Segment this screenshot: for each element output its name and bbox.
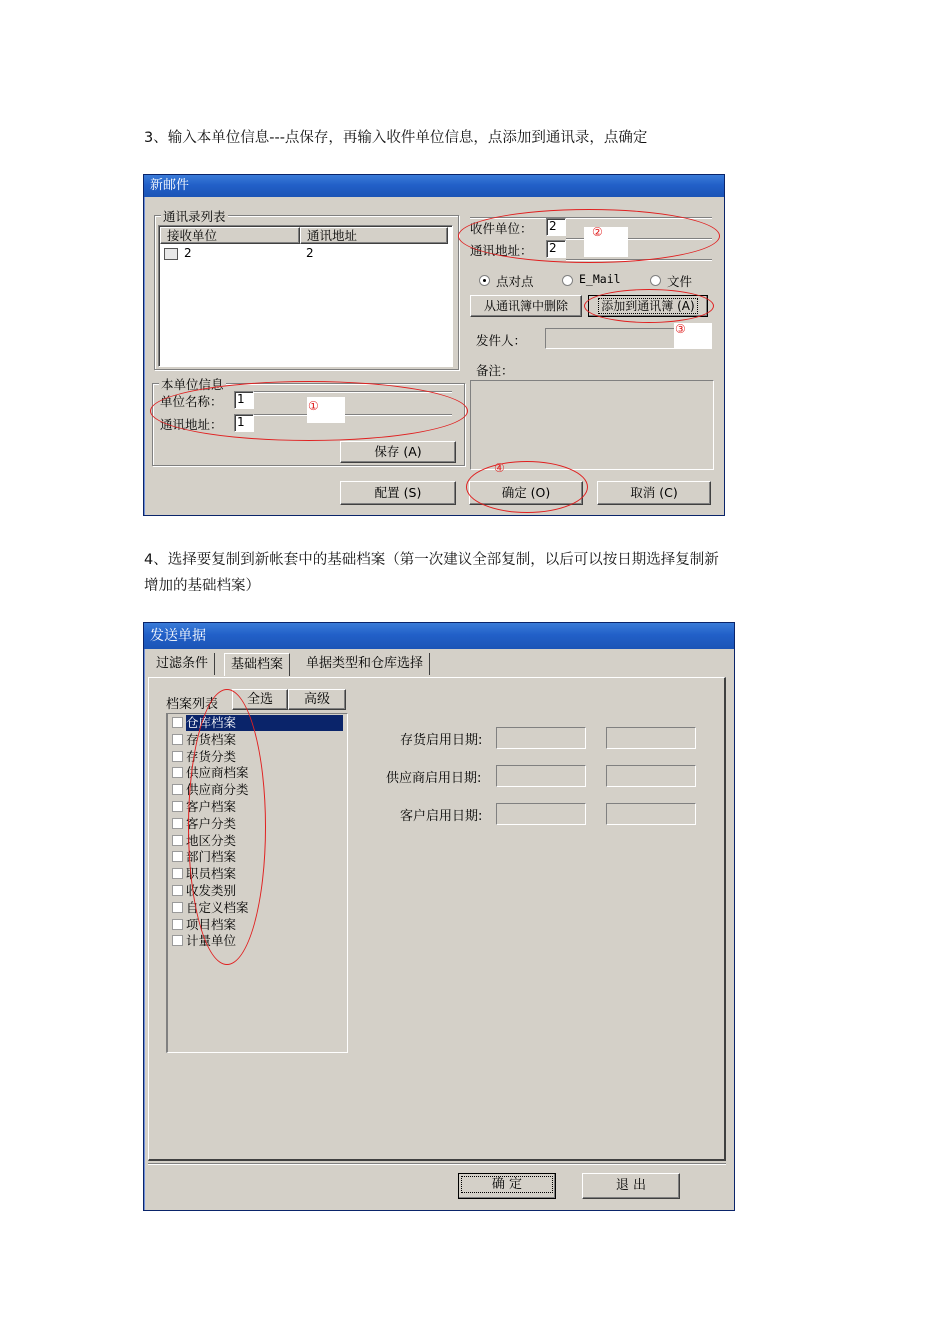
recipient-address-label: 通讯地址： bbox=[470, 243, 533, 258]
radio-email[interactable] bbox=[562, 275, 573, 286]
list-item[interactable] bbox=[172, 816, 346, 833]
list-item[interactable] bbox=[172, 900, 346, 917]
save-button[interactable]: 保存 (A) bbox=[340, 441, 456, 463]
list-item-label: 自定义档案 bbox=[186, 899, 249, 915]
checkbox[interactable] bbox=[172, 885, 183, 896]
step3-instruction: 3、输入本单位信息---点保存，再输入收件单位信息，点添加到通讯录，点确定 bbox=[144, 130, 648, 146]
unit-name-value: 1 bbox=[237, 392, 245, 406]
list-item-label: 职员档案 bbox=[186, 866, 237, 882]
radio-p2p[interactable] bbox=[479, 275, 490, 286]
list-item-label: 仓库档案 bbox=[186, 715, 343, 731]
customer-date-to[interactable] bbox=[606, 803, 696, 825]
list-item-label: 计量单位 bbox=[186, 933, 237, 949]
column-header-address[interactable]: 通讯地址 bbox=[300, 227, 448, 244]
archive-list[interactable] bbox=[166, 713, 348, 1053]
exit-button[interactable]: 退 出 bbox=[582, 1173, 680, 1199]
step4-instruction-line1: 4、选择要复制到新帐套中的基础档案（第一次建议全部复制，以后可以按日期选择复制新 bbox=[144, 552, 719, 568]
tab-doc-type-warehouse[interactable]: 单据类型和仓库选择 bbox=[300, 653, 430, 675]
inventory-date-label: 存货启用日期: bbox=[400, 733, 483, 748]
remark-label: 备注： bbox=[476, 363, 514, 378]
list-item-label: 地区分类 bbox=[186, 832, 237, 848]
separator bbox=[254, 391, 452, 393]
checkbox[interactable] bbox=[172, 919, 183, 930]
separator bbox=[566, 259, 712, 261]
checkbox[interactable] bbox=[172, 751, 183, 762]
radio-p2p-label: 点对点 bbox=[496, 274, 534, 289]
row-address: 2 bbox=[306, 246, 314, 260]
address-book-list[interactable] bbox=[158, 225, 453, 367]
own-unit-group-title: 本单位信息 bbox=[161, 377, 224, 392]
ok-button[interactable]: 确定 (O) bbox=[469, 481, 583, 505]
row-recipient: 2 bbox=[184, 246, 192, 260]
ok-button[interactable] bbox=[458, 1173, 556, 1199]
annotation-number-2: ② bbox=[592, 225, 603, 239]
list-item-label: 客户档案 bbox=[186, 799, 237, 814]
checkbox[interactable] bbox=[172, 818, 183, 829]
send-documents-dialog bbox=[143, 622, 735, 1211]
list-item-label: 存货分类 bbox=[186, 748, 237, 764]
list-item-label: 供应商分类 bbox=[186, 782, 249, 798]
add-to-book-label: 添加到通讯簿 (A) bbox=[601, 299, 695, 313]
list-item[interactable] bbox=[172, 833, 346, 850]
column-header-recipient[interactable]: 接收单位 bbox=[160, 227, 300, 244]
new-mail-dialog bbox=[143, 174, 725, 516]
checkbox[interactable] bbox=[172, 784, 183, 795]
radio-file[interactable] bbox=[650, 275, 661, 286]
advanced-button[interactable]: 高级 bbox=[288, 689, 346, 710]
checkbox[interactable] bbox=[172, 801, 183, 812]
unit-name-label: 单位名称： bbox=[160, 394, 223, 409]
list-item-label: 部门档案 bbox=[186, 849, 237, 865]
supplier-date-label: 供应商启用日期: bbox=[386, 771, 482, 786]
select-all-button[interactable]: 全选 bbox=[232, 689, 288, 710]
unit-address-input[interactable] bbox=[234, 414, 254, 432]
recipient-unit-value: 2 bbox=[549, 219, 557, 233]
tab-bar bbox=[150, 653, 450, 677]
recipient-address-input[interactable] bbox=[546, 240, 566, 258]
cancel-button[interactable]: 取消 (C) bbox=[597, 481, 711, 505]
checkbox[interactable] bbox=[172, 868, 183, 879]
dialog-title: 新邮件 bbox=[144, 175, 724, 197]
checkbox[interactable] bbox=[172, 835, 183, 846]
remark-textarea[interactable] bbox=[470, 380, 714, 470]
annotation-number-4: ④ bbox=[494, 461, 505, 475]
list-item[interactable] bbox=[172, 765, 346, 782]
inventory-date-to[interactable] bbox=[606, 727, 696, 749]
list-item[interactable] bbox=[172, 782, 346, 799]
list-item-label: 项目档案 bbox=[186, 916, 237, 932]
list-item[interactable] bbox=[172, 732, 346, 749]
list-item[interactable] bbox=[172, 849, 346, 866]
step4-instruction-line2: 增加的基础档案） bbox=[144, 578, 260, 594]
dialog-title: 发送单据 bbox=[144, 623, 734, 649]
inventory-date-from[interactable] bbox=[496, 727, 586, 749]
recipient-address-value: 2 bbox=[549, 241, 557, 255]
checkbox[interactable] bbox=[172, 767, 183, 778]
recipient-unit-label: 收件单位： bbox=[470, 221, 533, 236]
ok-button-label: 确 定 bbox=[462, 1177, 552, 1192]
separator bbox=[254, 414, 452, 416]
radio-file-label: 文件 bbox=[667, 274, 693, 289]
address-book-group-title: 通讯录列表 bbox=[163, 209, 226, 224]
checkbox[interactable] bbox=[172, 935, 183, 946]
list-item[interactable] bbox=[172, 933, 346, 950]
archive-list-label: 档案列表 bbox=[166, 697, 219, 712]
checkbox[interactable] bbox=[172, 717, 183, 728]
annotation-number-1: ① bbox=[308, 399, 319, 413]
checkbox[interactable] bbox=[172, 851, 183, 862]
checkbox[interactable] bbox=[172, 902, 183, 913]
config-button[interactable]: 配置 (S) bbox=[340, 481, 456, 505]
list-item-label: 供应商档案 bbox=[186, 765, 249, 781]
list-item-label: 客户分类 bbox=[186, 815, 237, 831]
supplier-date-from[interactable] bbox=[496, 765, 586, 787]
unit-name-input[interactable] bbox=[234, 391, 254, 409]
tab-filter[interactable]: 过滤条件 bbox=[150, 653, 215, 675]
sender-input[interactable] bbox=[545, 328, 675, 349]
customer-date-label: 客户启用日期: bbox=[400, 809, 483, 824]
customer-date-from[interactable] bbox=[496, 803, 586, 825]
annotation-patch bbox=[584, 227, 628, 257]
list-item[interactable] bbox=[172, 866, 346, 883]
tab-basic-archives[interactable]: 基础档案 bbox=[224, 653, 290, 676]
unit-address-label: 通讯地址： bbox=[160, 417, 223, 432]
separator bbox=[148, 1163, 726, 1165]
add-to-book-button[interactable] bbox=[588, 295, 708, 317]
list-item[interactable] bbox=[172, 917, 346, 934]
list-item[interactable] bbox=[172, 715, 346, 732]
recipient-unit-input[interactable] bbox=[546, 218, 566, 236]
contact-icon bbox=[164, 248, 178, 260]
delete-from-book-button[interactable]: 从通讯簿中删除 bbox=[470, 295, 582, 317]
list-item-label: 存货档案 bbox=[186, 731, 237, 747]
list-item[interactable] bbox=[172, 883, 346, 900]
radio-email-label: E_Mail bbox=[579, 272, 621, 286]
list-item-label: 收发类别 bbox=[186, 883, 237, 898]
list-item[interactable] bbox=[162, 246, 447, 262]
unit-address-value: 1 bbox=[237, 415, 245, 429]
checkbox[interactable] bbox=[172, 734, 183, 745]
supplier-date-to[interactable] bbox=[606, 765, 696, 787]
list-item[interactable] bbox=[172, 749, 346, 766]
list-item[interactable] bbox=[172, 799, 346, 816]
sender-label: 发件人： bbox=[476, 333, 527, 348]
annotation-number-3: ③ bbox=[675, 322, 686, 336]
